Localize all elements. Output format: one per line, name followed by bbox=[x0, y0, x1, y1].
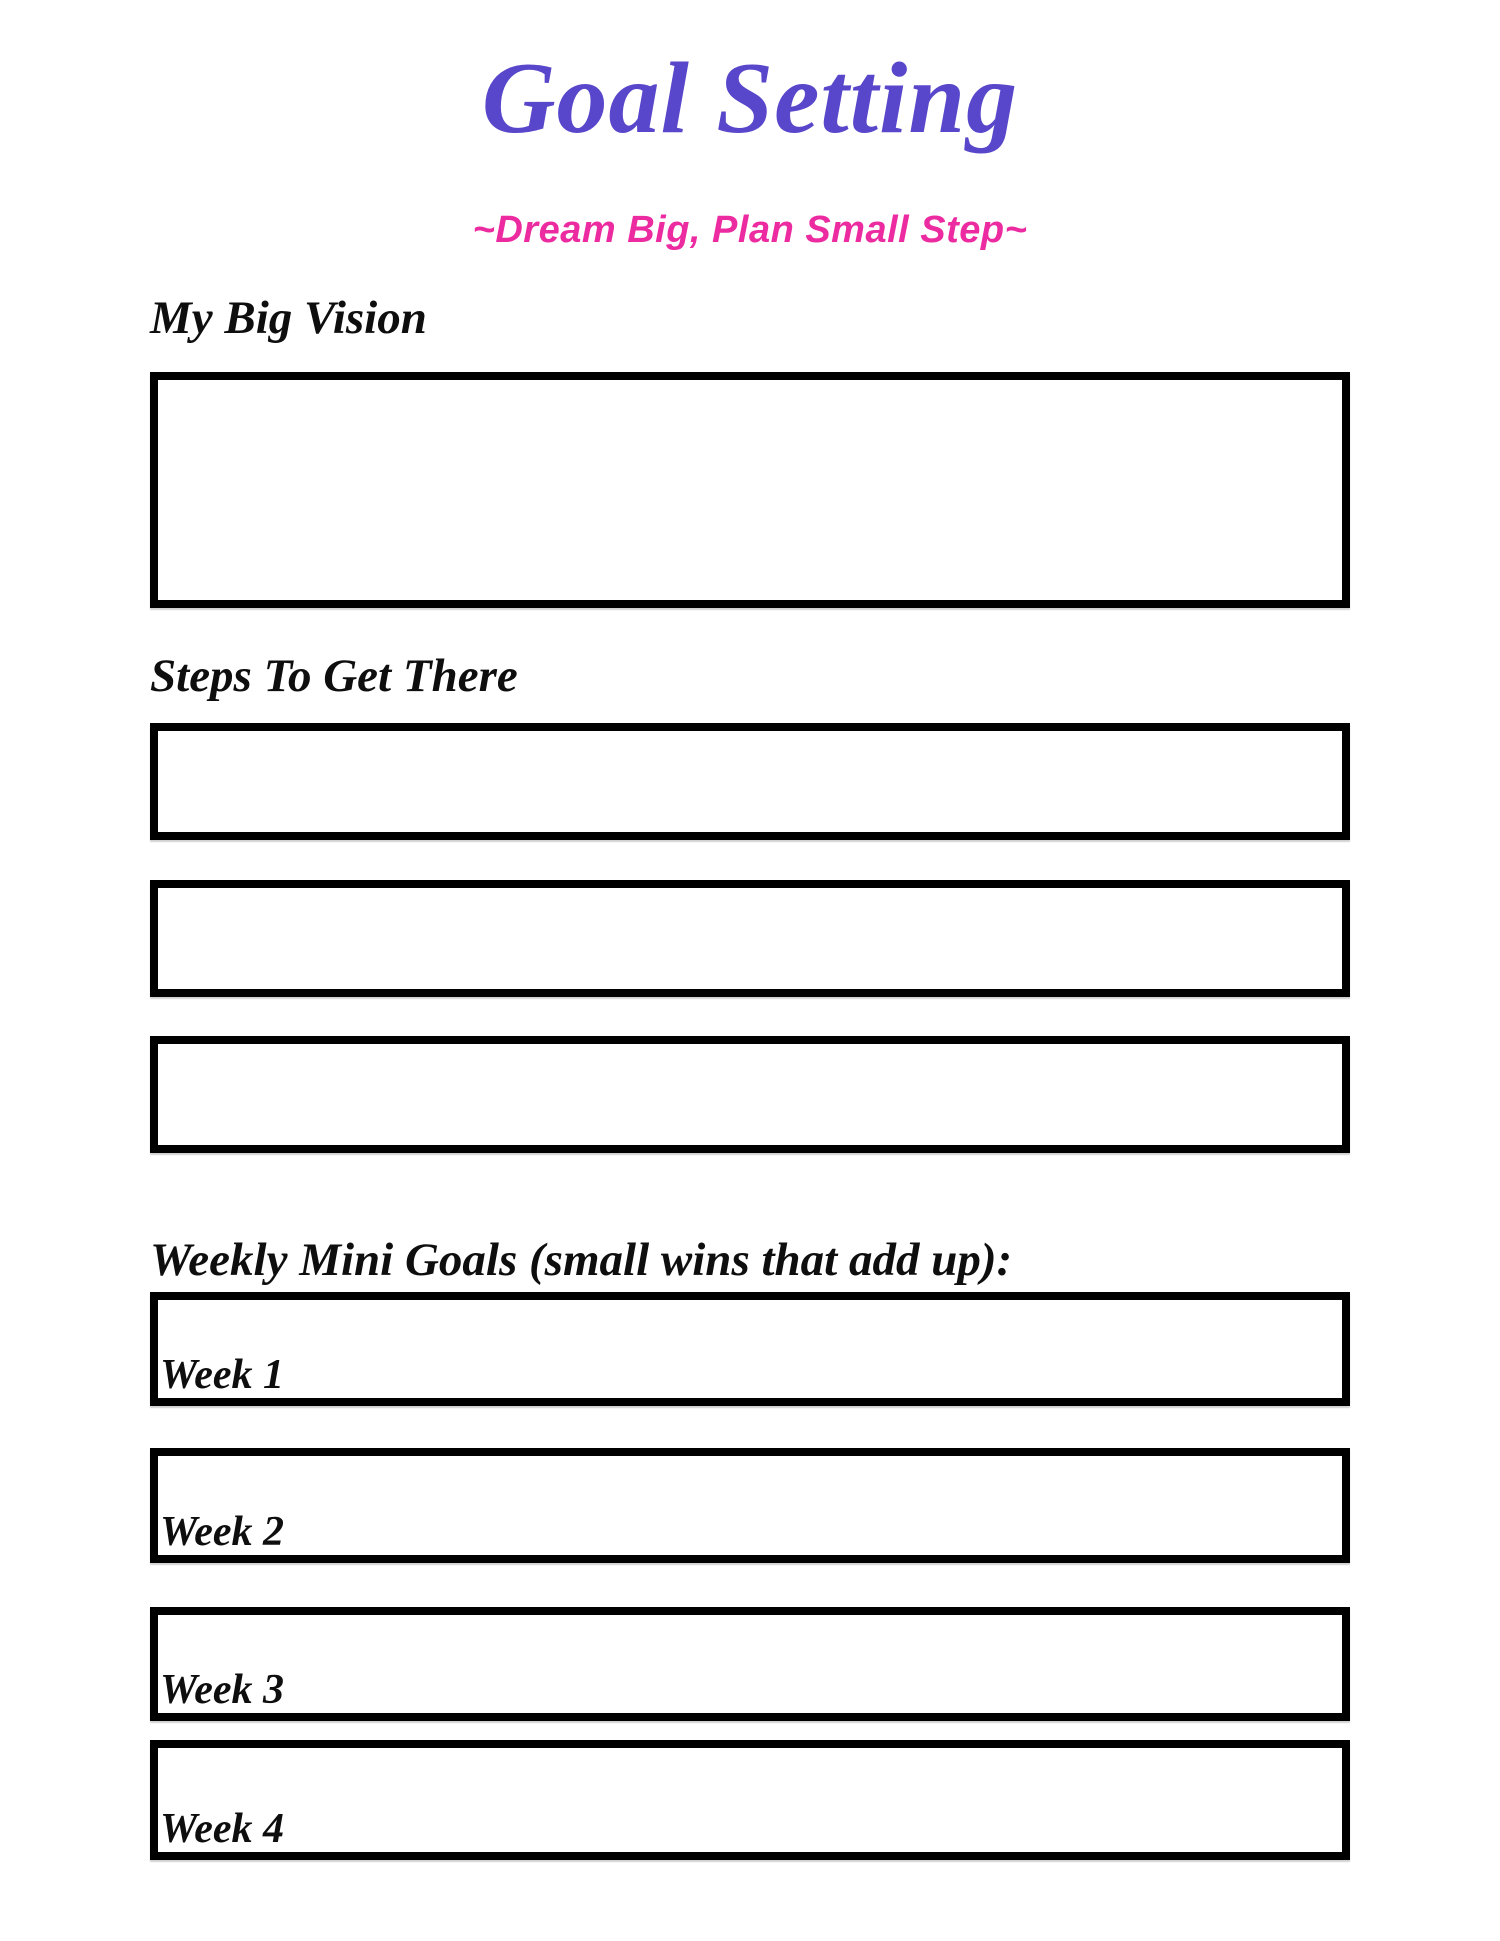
section-heading-vision: My Big Vision bbox=[150, 292, 427, 344]
week-1-input-box[interactable] bbox=[150, 1292, 1350, 1406]
week-1-label: Week 1 bbox=[160, 1352, 285, 1398]
week-2-label: Week 2 bbox=[160, 1509, 285, 1555]
vision-input-box[interactable] bbox=[150, 372, 1350, 608]
page-subtitle: ~Dream Big, Plan Small Step~ bbox=[472, 209, 1028, 251]
week-4-input-box[interactable] bbox=[150, 1740, 1350, 1860]
step-input-box-3[interactable] bbox=[150, 1036, 1350, 1153]
week-4-label: Week 4 bbox=[160, 1806, 285, 1852]
week-3-label: Week 3 bbox=[160, 1667, 285, 1713]
step-input-box-1[interactable] bbox=[150, 723, 1350, 840]
week-2-input-box[interactable] bbox=[150, 1448, 1350, 1563]
week-3-input-box[interactable] bbox=[150, 1607, 1350, 1721]
page-title: Goal Setting bbox=[481, 42, 1019, 155]
step-input-box-2[interactable] bbox=[150, 880, 1350, 997]
section-heading-weekly: Weekly Mini Goals (small wins that add up): bbox=[150, 1234, 1013, 1286]
section-heading-steps: Steps To Get There bbox=[150, 650, 518, 702]
